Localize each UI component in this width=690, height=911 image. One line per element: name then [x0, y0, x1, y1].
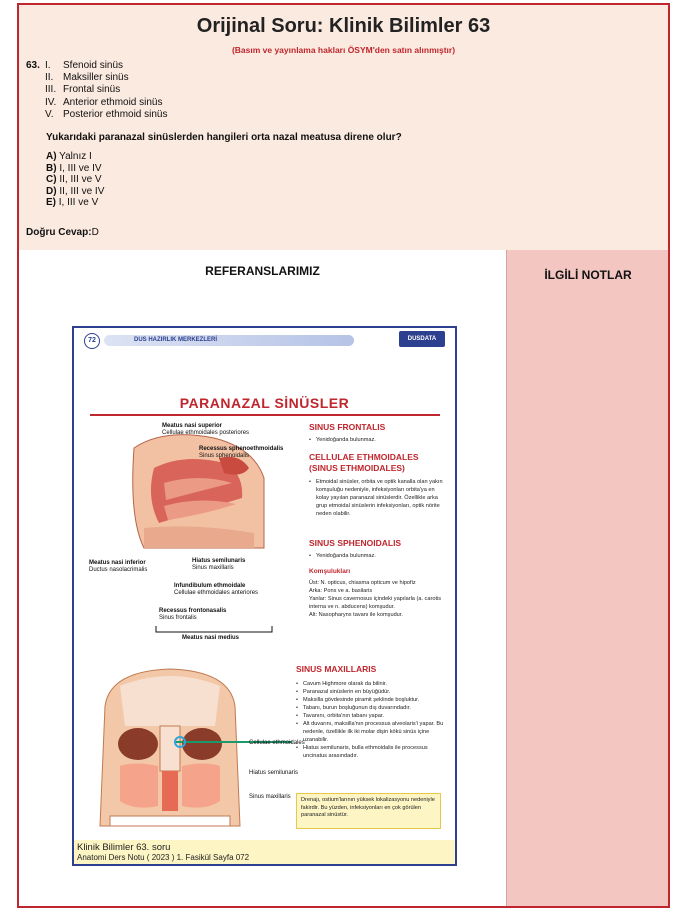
- notes-column: [506, 250, 668, 906]
- option-b[interactable]: B) I, III ve IV: [46, 162, 102, 174]
- book-banner: DUS HAZIRLIK MERKEZLERİ: [104, 335, 354, 346]
- item-row: III. Frontal sinüs: [45, 84, 121, 96]
- heading-ethmoidales: CELLULAE ETHMOIDALES: [309, 452, 419, 462]
- heading-sinus-frontalis: SINUS FRONTALIS: [309, 422, 386, 432]
- label-sinus-maxillaris: Sinus maxillaris: [249, 794, 291, 800]
- label-meatus-medius: Meatus nasi medius: [182, 635, 240, 641]
- chapter-title: PARANAZAL SİNÜSLER: [179, 395, 350, 411]
- label-meatus-inferior: Meatus nasi inferior Ductus nasolacrimalis: [89, 560, 148, 573]
- question-items: [45, 60, 168, 121]
- text-ethmoidales: • Etmoidal sinüsler, orbita ve optik kanalla olan yakın komşuluğu nedeniyle, infeksiyonları orbita'ya en kolay yayılan paranazal sinüslerdir. Özellikle arka grup etmoidal sinüslerin infeksiyonları, optik nörite neden olabilir.: [309, 478, 449, 518]
- references-title: REFERANSLARIMIZ: [205, 264, 320, 278]
- item-row: V. Posterior ethmoid sinüs: [45, 108, 168, 120]
- label-hiatus-semilunaris: Hiatus semilunaris Sinus maxillaris: [192, 558, 246, 571]
- question-number: 63.: [26, 60, 40, 71]
- page-number-badge: 72: [84, 333, 100, 349]
- chapter-divider: [90, 414, 440, 416]
- option-c[interactable]: C) II, III ve V: [46, 174, 102, 185]
- option-d[interactable]: D) II, III ve IV: [46, 185, 105, 197]
- text-sphenoidalis: • Yenidoğanda bulunmaz.: [309, 552, 449, 560]
- option-a[interactable]: A) Yalnız I: [46, 151, 92, 162]
- page-title: Orijinal Soru: Klinik Bilimler 63: [196, 15, 491, 37]
- heading-sinus-maxillaris: SINUS MAXILLARIS: [296, 664, 377, 674]
- copyright-note: (Basım ve yayınlama hakları ÖSYM'den satın alınmıştır): [231, 45, 456, 55]
- label-recessus-spheno: Recessus sphenoethmoidalis Sinus sphenoidalis: [199, 446, 284, 459]
- textbook-page: [72, 326, 457, 866]
- option-e[interactable]: E) I, III ve V: [46, 197, 99, 208]
- correct-answer: Doğru Cevap:D: [26, 227, 99, 238]
- item-row: II. Maksiller sinüs: [45, 72, 129, 84]
- item-row: IV. Anterior ethmoid sinüs: [45, 96, 163, 108]
- lower-section: [19, 250, 668, 906]
- answer-options: [46, 151, 104, 209]
- text-maxillaris: • Cavum Highmore olarak da bilinir. • Paranazal sinüslerin en büyüğüdür. • Maksilla gövdesinde piramit şeklinde boşluktur. • Tabanı, burun boşluğunun dış duvarındadır. • Tavanını, orbita'nın tabanı yapar. • Alt duvarını, maksilla'nın processus alveolaris'i yapar. Bu nedenle, özellikle ilk iki molar dişin kökü sinüs içine uzanabilir. • Hiatus semilunaris, bulla ethmoidalis ile processus uncinatus arasındadır.: [296, 680, 446, 760]
- publisher-logo: DUSDATA: [399, 331, 445, 347]
- references-column: [19, 250, 506, 906]
- heading-sinus-sphenoidalis: SINUS SPHENOIDALIS: [309, 538, 402, 548]
- label-meatus-superior: Meatus nasi superior Cellulae ethmoidales posteriores: [162, 423, 250, 436]
- text-frontalis: • Yenidoğanda bulunmaz.: [309, 436, 449, 444]
- notes-title: İLGİLİ NOTLAR: [544, 268, 632, 282]
- text-komsuluklar: Üst: N. opticus, chiasma opticum ve hipofiz Arka: Pons ve a. basilaris Yanlar: Sinus cavernosus içindeki yapılarla (a. carotis interna ve n. abducens) komşudur. Alt: Nasopharynx tavanı ile komşudur.: [309, 580, 442, 618]
- heading-komsuluklar: Komşulukları: [309, 568, 351, 575]
- question-stem: Yukarıdaki paranazal sinüslerden hangileri orta nazal meatusa direne olur?: [46, 132, 402, 143]
- reference-caption: Klinik Bilimler 63. soru Anatomi Ders Notu ( 2023 ) 1. Fasikül Sayfa 072: [74, 840, 455, 864]
- label-hiatus-semilunaris-2: Hiatus semilunaris: [249, 770, 299, 776]
- heading-ethmoidales-sub: (SINUS ETHMOIDALES): [309, 463, 405, 473]
- label-recessus-frontonasalis: Recessus frontonasalis Sinus frontalis: [159, 608, 227, 621]
- label-cellulae-ethmoidales: Cellulae ethmoidales: [249, 740, 305, 746]
- label-infundibulum: Infundibulum ethmoidale Cellulae ethmoidales anteriores: [174, 583, 259, 596]
- item-row: I. Sfenoid sinüs: [45, 60, 124, 71]
- question-frame: [17, 3, 670, 908]
- drainage-callout: Drenajı, ostium'larının yüksek lokalizasyonu nedeniyle fakirdir. Bu yüzden, infeksiyonları en çok görülen paranazal sinüstür.: [296, 793, 441, 829]
- meatus-medius-bracket: [154, 626, 274, 634]
- reference-page-image: [42, 302, 482, 906]
